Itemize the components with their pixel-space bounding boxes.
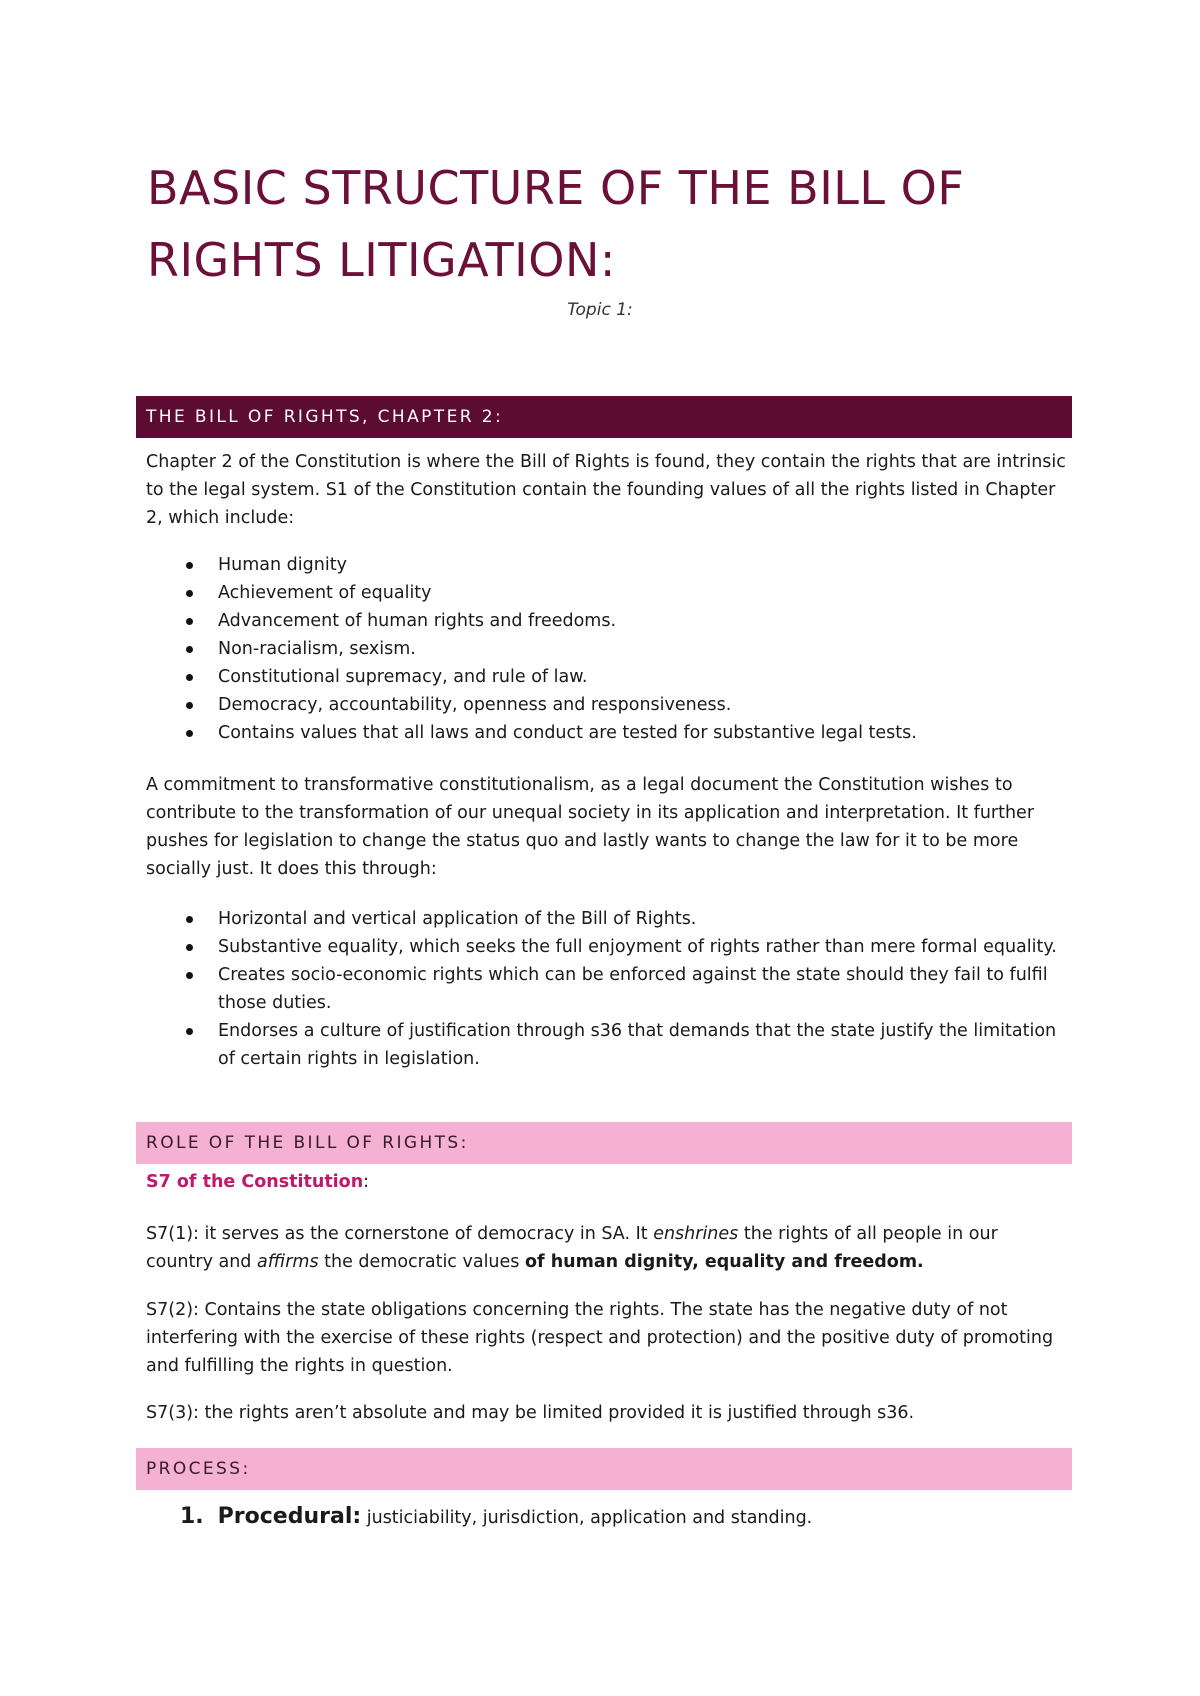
- section-heading-text: ROLE OF THE BILL OF RIGHTS:: [146, 1133, 469, 1153]
- transformation-means-item-text: Substantive equality, which seeks the full enjoyment of rights rather than mere formal equality.: [218, 937, 1057, 957]
- bullet-icon: [186, 916, 193, 923]
- bullet-icon: [186, 1028, 193, 1035]
- section-heading-process: [136, 1448, 1072, 1490]
- founding-value-item: [146, 607, 1066, 635]
- transformation-means-item-text: Creates socio-economic rights which can be enforced against the state should they fail to fulfil those duties.: [218, 965, 1048, 1013]
- bullet-icon: [186, 702, 193, 709]
- process-item-number: 1.: [180, 1504, 204, 1529]
- commitment-paragraph: A commitment to transformative constitutionalism, as a legal document the Constitution wishes to contribute to the transformation of our unequal society in its application and interpretation. It further pushes for legislation to change the status quo and lastly wants to change the law for it to be more socially just. It does this through:: [146, 775, 1035, 879]
- transformation-means-item: [146, 961, 1066, 1017]
- founding-value-item-text: Achievement of equality: [218, 583, 432, 603]
- founding-value-item: [146, 579, 1066, 607]
- topic-label: Topic 1:: [567, 300, 633, 320]
- founding-values-list: [146, 551, 1066, 747]
- section-heading-text: PROCESS:: [146, 1459, 251, 1479]
- section-heading-bill-of-rights: [136, 396, 1072, 438]
- founding-value-item: [146, 691, 1066, 719]
- section-heading-text: THE BILL OF RIGHTS, CHAPTER 2:: [146, 407, 504, 427]
- bullet-icon: [186, 944, 193, 951]
- founding-value-item-text: Human dignity: [218, 555, 347, 575]
- s7-1-lead: S7(1): it serves as the cornerstone of democracy in SA. It: [146, 1224, 654, 1244]
- s7-3-paragraph: S7(3): the rights aren’t absolute and may be limited provided it is justified through s36.: [146, 1403, 915, 1423]
- transformation-means-item: [146, 905, 1066, 933]
- s7-subheading-text: S7 of the Constitution: [146, 1172, 364, 1192]
- s7-1-paragraph: [146, 1220, 1066, 1276]
- process-item-procedural: [180, 1502, 812, 1533]
- process-item-text: justiciability, jurisdiction, application and standing.: [361, 1508, 813, 1528]
- s7-subheading-colon: :: [363, 1172, 370, 1192]
- founding-value-item-text: Contains values that all laws and conduct are tested for substantive legal tests.: [218, 723, 917, 743]
- process-item-label: Procedural:: [217, 1504, 362, 1529]
- bullet-icon: [186, 972, 193, 979]
- bullet-icon: [186, 618, 193, 625]
- transformation-means-item: [146, 933, 1066, 961]
- founding-value-item-text: Democracy, accountability, openness and responsiveness.: [218, 695, 732, 715]
- section-heading-role: [136, 1122, 1072, 1164]
- bullet-icon: [186, 562, 193, 569]
- founding-value-item-text: Non-racialism, sexism.: [218, 639, 416, 659]
- s7-1-mid2: the democratic values: [318, 1252, 525, 1272]
- transformation-means-list: [146, 905, 1066, 1073]
- bullet-icon: [186, 730, 193, 737]
- transformation-means-item-text: Endorses a culture of justification through s36 that demands that the state justify the limitation of certain rights in legislation.: [218, 1021, 1057, 1069]
- founding-value-item: [146, 551, 1066, 579]
- founding-value-item-text: Advancement of human rights and freedoms.: [218, 611, 617, 631]
- founding-value-item: [146, 663, 1066, 691]
- founding-value-item: [146, 719, 1066, 747]
- s7-1-bold: of human dignity, equality and freedom.: [524, 1252, 924, 1272]
- bullet-icon: [186, 674, 193, 681]
- transformation-means-item-text: Horizontal and vertical application of the Bill of Rights.: [218, 909, 697, 929]
- s7-1-em-enshrines: enshrines: [653, 1224, 739, 1244]
- founding-value-item: [146, 635, 1066, 663]
- s7-subheading: [146, 1172, 369, 1192]
- bullet-icon: [186, 590, 193, 597]
- founding-value-item-text: Constitutional supremacy, and rule of law.: [218, 667, 588, 687]
- s7-2-paragraph: S7(2): Contains the state obligations concerning the rights. The state has the negative duty of not interfering with the exercise of these rights (respect and protection) and the positive duty of promoting and fulfilling the rights in question.: [146, 1300, 1054, 1376]
- transformation-means-item: [146, 1017, 1066, 1073]
- s7-1-em-affirms: affirms: [256, 1252, 319, 1272]
- document-title: BASIC STRUCTURE OF THE BILL OF RIGHTS LITIGATION:: [147, 161, 965, 287]
- bullet-icon: [186, 646, 193, 653]
- s7-1-mid: the rights of all people in our country and: [146, 1224, 998, 1272]
- intro-paragraph: Chapter 2 of the Constitution is where the Bill of Rights is found, they contain the rights that are intrinsic to the legal system. S1 of the Constitution contain the founding values of all the rights listed in Chapter 2, which include:: [146, 452, 1066, 528]
